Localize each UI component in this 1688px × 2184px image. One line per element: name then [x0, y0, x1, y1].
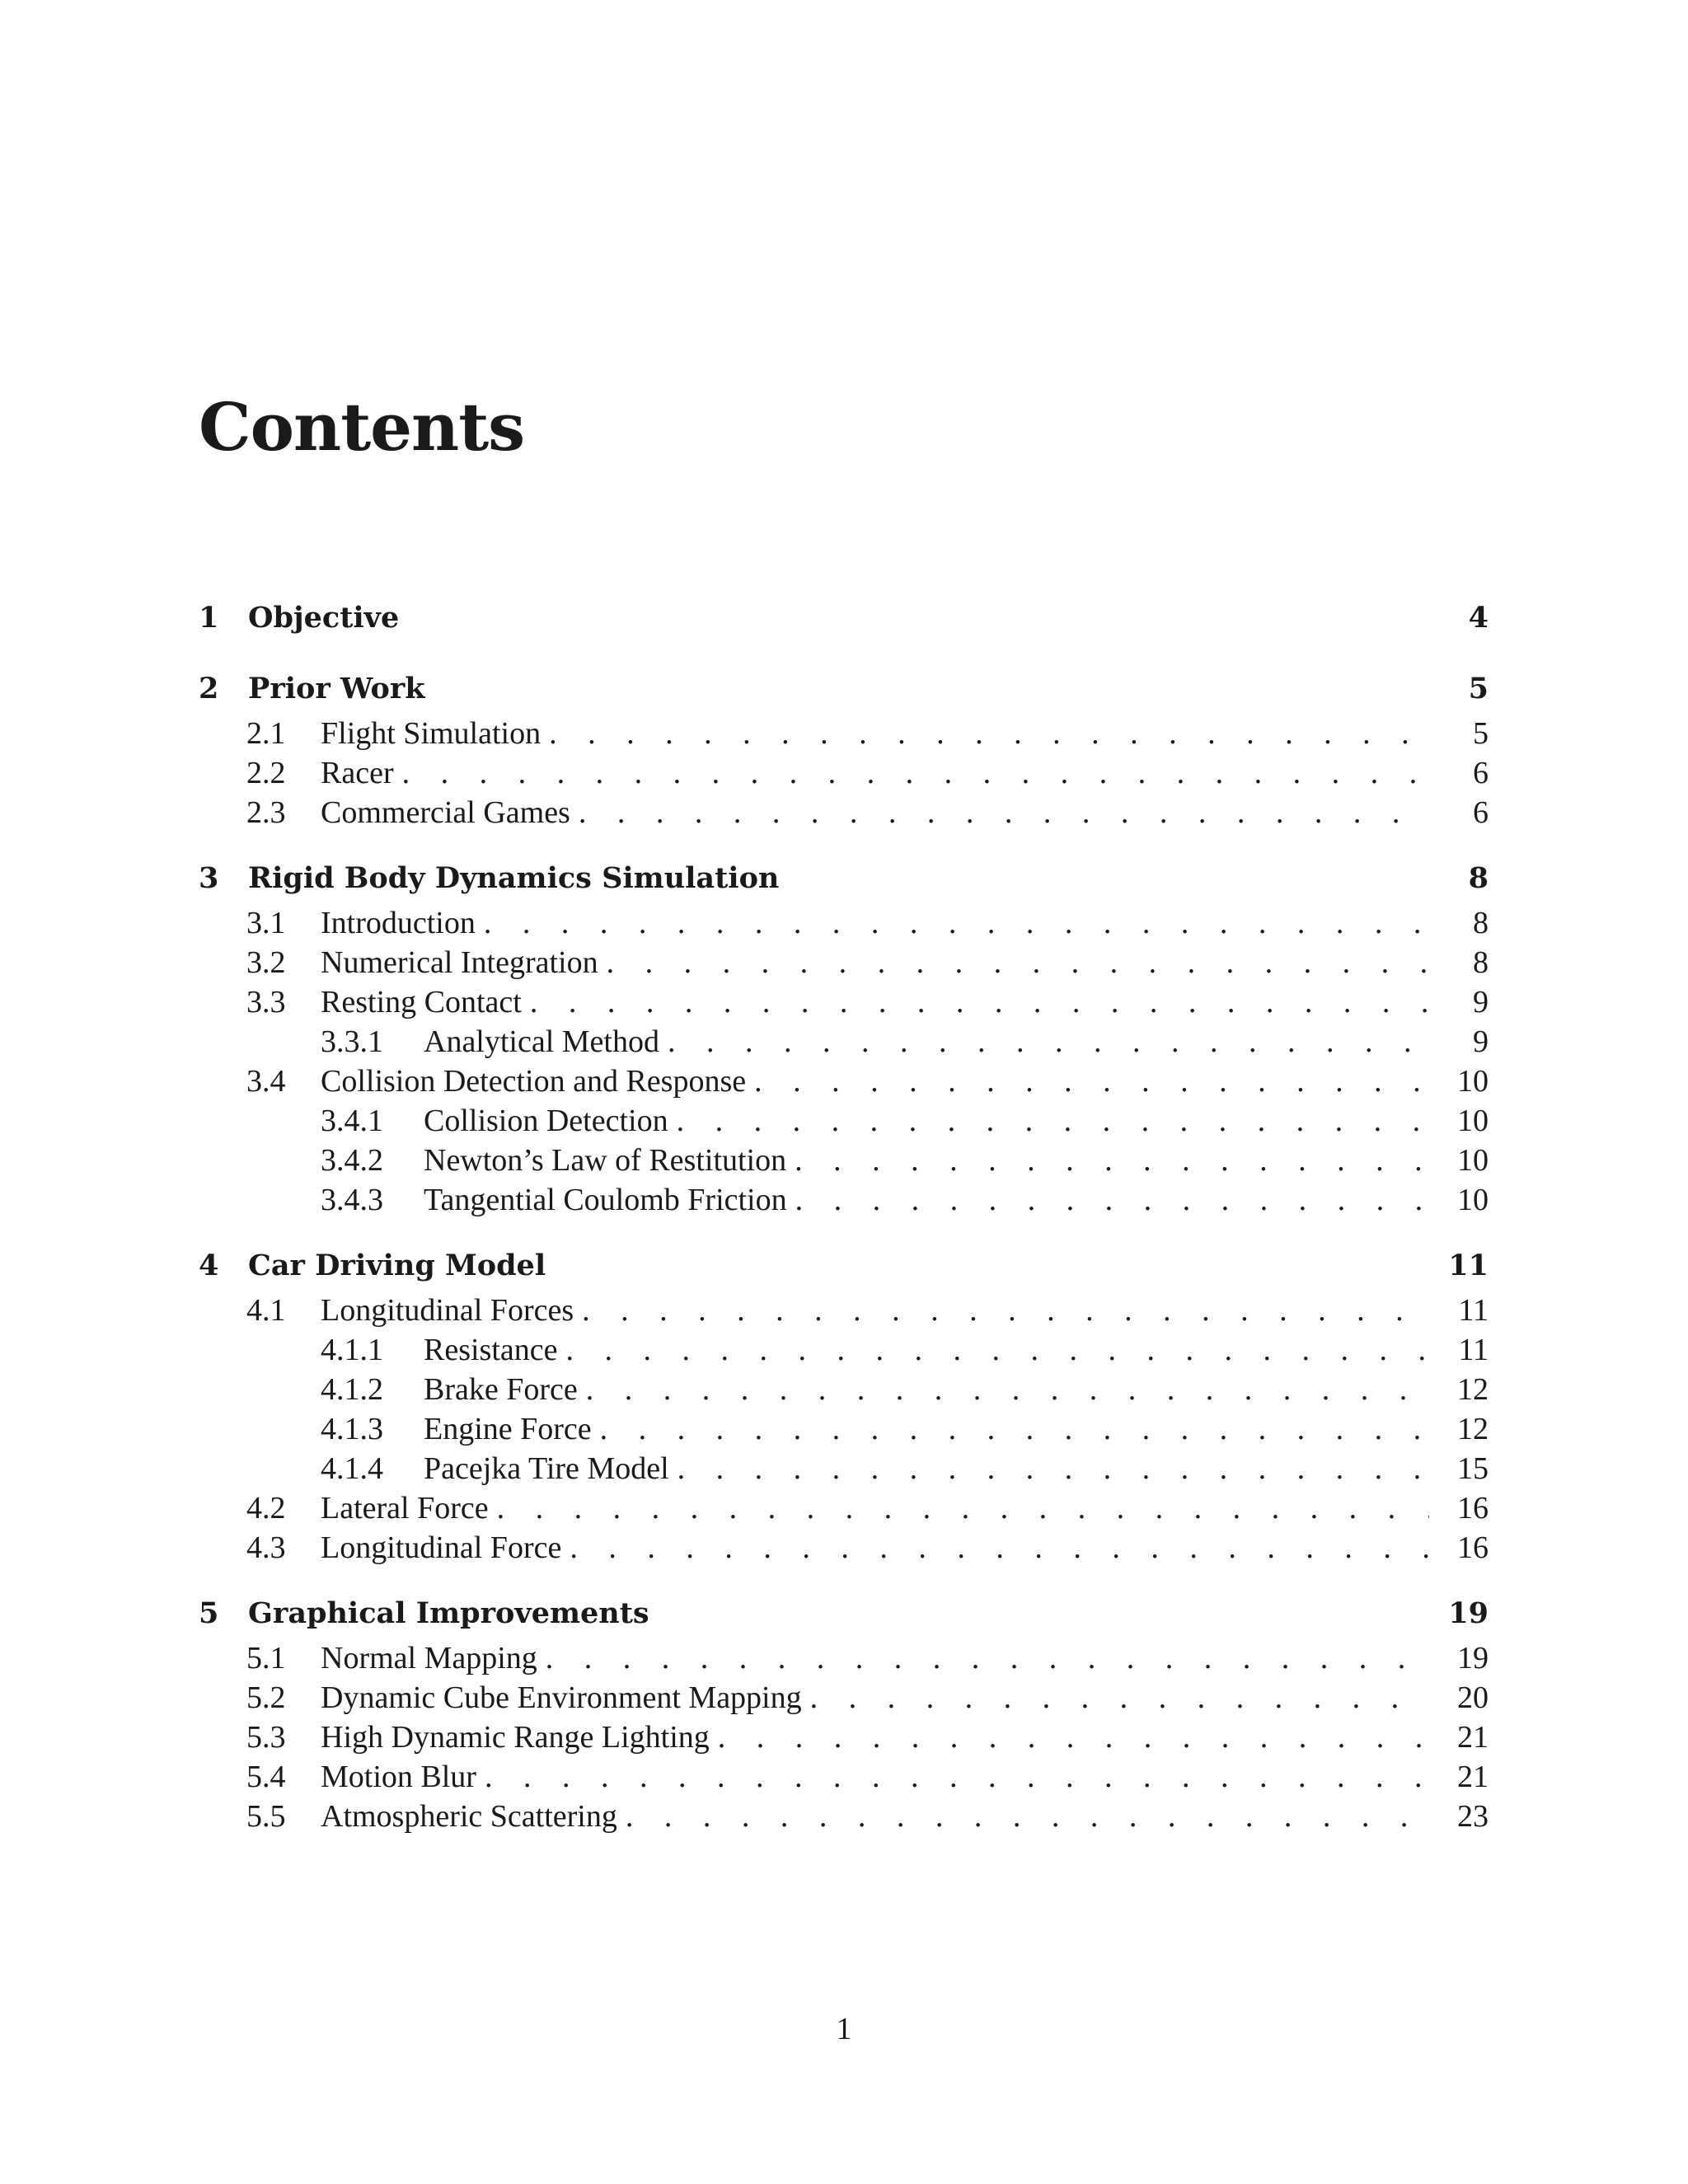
toc-subsection-page: 15 [1457, 1451, 1489, 1486]
toc-subsection-number: 4.1.4 [321, 1451, 383, 1486]
toc-chapter-entry[interactable] [199, 593, 1489, 643]
toc-section-number: 4.3 [246, 1530, 286, 1565]
toc-section-page: 5 [1473, 716, 1489, 751]
toc-section-entry[interactable] [199, 1488, 1489, 1528]
toc-section-title: Longitudinal Force [321, 1528, 570, 1568]
toc-chapter-number: 3 [199, 861, 219, 895]
toc-section-title: Normal Mapping [321, 1638, 546, 1678]
toc-subsection-page: 10 [1457, 1183, 1489, 1217]
toc-section-title: Dynamic Cube Environment Mapping [321, 1678, 810, 1718]
toc-section-title: Flight Simulation [321, 714, 549, 753]
toc-subsection-title: Brake Force [424, 1370, 586, 1409]
toc-section-number: 5.4 [246, 1760, 286, 1794]
toc-section-title: Racer [321, 753, 402, 793]
toc-section-page: 8 [1473, 945, 1489, 980]
toc-section-page: 16 [1457, 1491, 1489, 1526]
dot-leader [795, 1141, 1429, 1180]
toc-section-page: 9 [1473, 985, 1489, 1019]
toc-subsection-title: Collision Detection [424, 1101, 677, 1141]
toc-subsection-title: Analytical Method [424, 1022, 668, 1062]
toc-subsection-entry[interactable] [199, 1022, 1489, 1062]
dot-leader [754, 1062, 1429, 1101]
toc-subsection-number: 3.4.1 [321, 1104, 383, 1138]
dot-leader [607, 943, 1429, 982]
dot-leader [549, 714, 1429, 753]
toc-chapter-page: 11 [1448, 1249, 1489, 1282]
dot-leader [579, 793, 1429, 832]
toc-section-entry[interactable] [199, 1757, 1489, 1797]
toc-section-entry[interactable] [199, 793, 1489, 832]
toc-section-entry[interactable] [199, 1678, 1489, 1718]
toc-chapter-page: 4 [1468, 601, 1489, 635]
dot-leader [678, 1449, 1429, 1488]
toc-chapter-page: 5 [1468, 672, 1489, 705]
toc-section-entry[interactable] [199, 982, 1489, 1022]
toc-section-title: Atmospheric Scattering [321, 1797, 626, 1836]
dot-leader [668, 1022, 1429, 1062]
dot-leader [485, 1757, 1429, 1797]
toc-section-entry[interactable] [199, 1638, 1489, 1678]
toc-subsection-entry[interactable] [199, 1141, 1489, 1180]
toc-section-page: 6 [1473, 795, 1489, 830]
dot-leader [570, 1528, 1429, 1568]
toc-section-entry[interactable] [199, 1062, 1489, 1101]
toc-chapter-page: 19 [1448, 1596, 1489, 1630]
toc-section-entry[interactable] [199, 714, 1489, 753]
dot-leader [497, 1488, 1429, 1528]
toc-section-page: 6 [1473, 756, 1489, 790]
toc-section-page: 21 [1457, 1760, 1489, 1794]
toc-section-title: Longitudinal Forces [321, 1291, 582, 1330]
toc-chapter-entry[interactable] [199, 1589, 1489, 1638]
toc-subsection-title: Engine Force [424, 1409, 600, 1449]
toc-chapter-title: Prior Work [248, 664, 434, 714]
toc-chapter-number: 2 [199, 672, 219, 705]
toc-section-title: Motion Blur [321, 1757, 485, 1797]
dot-leader [566, 1330, 1429, 1370]
toc-section-entry[interactable] [199, 753, 1489, 793]
toc-subsection-page: 12 [1457, 1412, 1489, 1446]
toc-section-number: 5.1 [246, 1641, 286, 1675]
dot-leader [586, 1370, 1429, 1409]
toc-section-title: High Dynamic Range Lighting [321, 1718, 718, 1757]
toc-section-number: 3.4 [246, 1064, 286, 1099]
toc-section-number: 2.1 [246, 716, 286, 751]
toc-subsection-number: 3.4.2 [321, 1143, 383, 1178]
toc-section-page: 23 [1457, 1799, 1489, 1834]
toc-section-number: 3.2 [246, 945, 286, 980]
toc-chapter-number: 1 [199, 601, 219, 635]
toc-section-title: Collision Detection and Response [321, 1062, 754, 1101]
toc-section-page: 20 [1457, 1680, 1489, 1715]
toc-chapter-title: Car Driving Model [248, 1241, 554, 1291]
toc-chapter-title: Rigid Body Dynamics Simulation [248, 854, 787, 903]
dot-leader [546, 1638, 1429, 1678]
toc-subsection-title: Newton’s Law of Restitution [424, 1141, 795, 1180]
toc-subsection-entry[interactable] [199, 1330, 1489, 1370]
toc-chapter-number: 5 [199, 1596, 219, 1630]
dot-leader [718, 1718, 1429, 1757]
toc-section-number: 3.3 [246, 985, 286, 1019]
toc-section-title: Introduction [321, 903, 484, 943]
toc-section-entry[interactable] [199, 1718, 1489, 1757]
toc-subsection-number: 3.4.3 [321, 1183, 383, 1217]
toc-section-number: 5.3 [246, 1720, 286, 1755]
toc-subsection-page: 9 [1473, 1024, 1489, 1059]
toc-section-number: 5.2 [246, 1680, 286, 1715]
toc-subsection-number: 4.1.1 [321, 1333, 383, 1367]
toc-subsection-entry[interactable] [199, 1449, 1489, 1488]
toc-chapter-entry[interactable] [199, 854, 1489, 903]
toc-section-entry[interactable] [199, 903, 1489, 943]
dot-leader [600, 1409, 1429, 1449]
toc-section-entry[interactable] [199, 1797, 1489, 1836]
toc-section-number: 2.2 [246, 756, 286, 790]
dot-leader [626, 1797, 1429, 1836]
dot-leader [582, 1291, 1429, 1330]
dot-leader [795, 1180, 1429, 1220]
toc-section-title: Resting Contact [321, 982, 530, 1022]
toc-subsection-title: Resistance [424, 1330, 566, 1370]
toc-chapter-entry[interactable] [199, 1241, 1489, 1291]
toc-section-entry[interactable] [199, 943, 1489, 982]
toc-chapter-page: 8 [1468, 861, 1489, 895]
dot-leader [810, 1678, 1429, 1718]
table-of-contents [199, 593, 1489, 1836]
toc-section-page: 21 [1457, 1720, 1489, 1755]
toc-subsection-entry[interactable] [199, 1180, 1489, 1220]
toc-section-page: 19 [1457, 1641, 1489, 1675]
toc-section-page: 8 [1473, 906, 1489, 940]
toc-subsection-entry[interactable] [199, 1101, 1489, 1141]
toc-section-page: 16 [1457, 1530, 1489, 1565]
toc-subsection-page: 10 [1457, 1143, 1489, 1178]
toc-subsection-page: 11 [1458, 1333, 1489, 1367]
page-number: 1 [836, 2012, 852, 2046]
toc-chapter-title: Objective [248, 593, 407, 643]
toc-subsection-number: 4.1.2 [321, 1372, 383, 1407]
toc-section-number: 4.1 [246, 1293, 286, 1328]
toc-section-number: 5.5 [246, 1799, 286, 1834]
toc-subsection-entry[interactable] [199, 1370, 1489, 1409]
toc-section-number: 2.3 [246, 795, 286, 830]
dot-leader [402, 753, 1429, 793]
toc-section-number: 3.1 [246, 906, 286, 940]
toc-section-title: Lateral Force [321, 1488, 497, 1528]
toc-subsection-number: 4.1.3 [321, 1412, 383, 1446]
page-title: Contents [199, 388, 525, 466]
toc-section-title: Commercial Games [321, 793, 579, 832]
toc-chapter-title: Graphical Improvements [248, 1589, 658, 1638]
dot-leader [677, 1101, 1429, 1141]
toc-section-title: Numerical Integration [321, 943, 607, 982]
toc-section-page: 11 [1458, 1293, 1489, 1328]
toc-section-entry[interactable] [199, 1528, 1489, 1568]
toc-section-number: 4.2 [246, 1491, 286, 1526]
toc-subsection-page: 10 [1457, 1104, 1489, 1138]
toc-subsection-title: Pacejka Tire Model [424, 1449, 678, 1488]
dot-leader [484, 903, 1429, 943]
toc-subsection-page: 12 [1457, 1372, 1489, 1407]
toc-chapter-number: 4 [199, 1249, 219, 1282]
toc-subsection-title: Tangential Coulomb Friction [424, 1180, 795, 1220]
toc-chapter-entry[interactable] [199, 664, 1489, 714]
toc-subsection-number: 3.3.1 [321, 1024, 383, 1059]
toc-subsection-entry[interactable] [199, 1409, 1489, 1449]
toc-section-entry[interactable] [199, 1291, 1489, 1330]
dot-leader [530, 982, 1429, 1022]
toc-section-page: 10 [1457, 1064, 1489, 1099]
